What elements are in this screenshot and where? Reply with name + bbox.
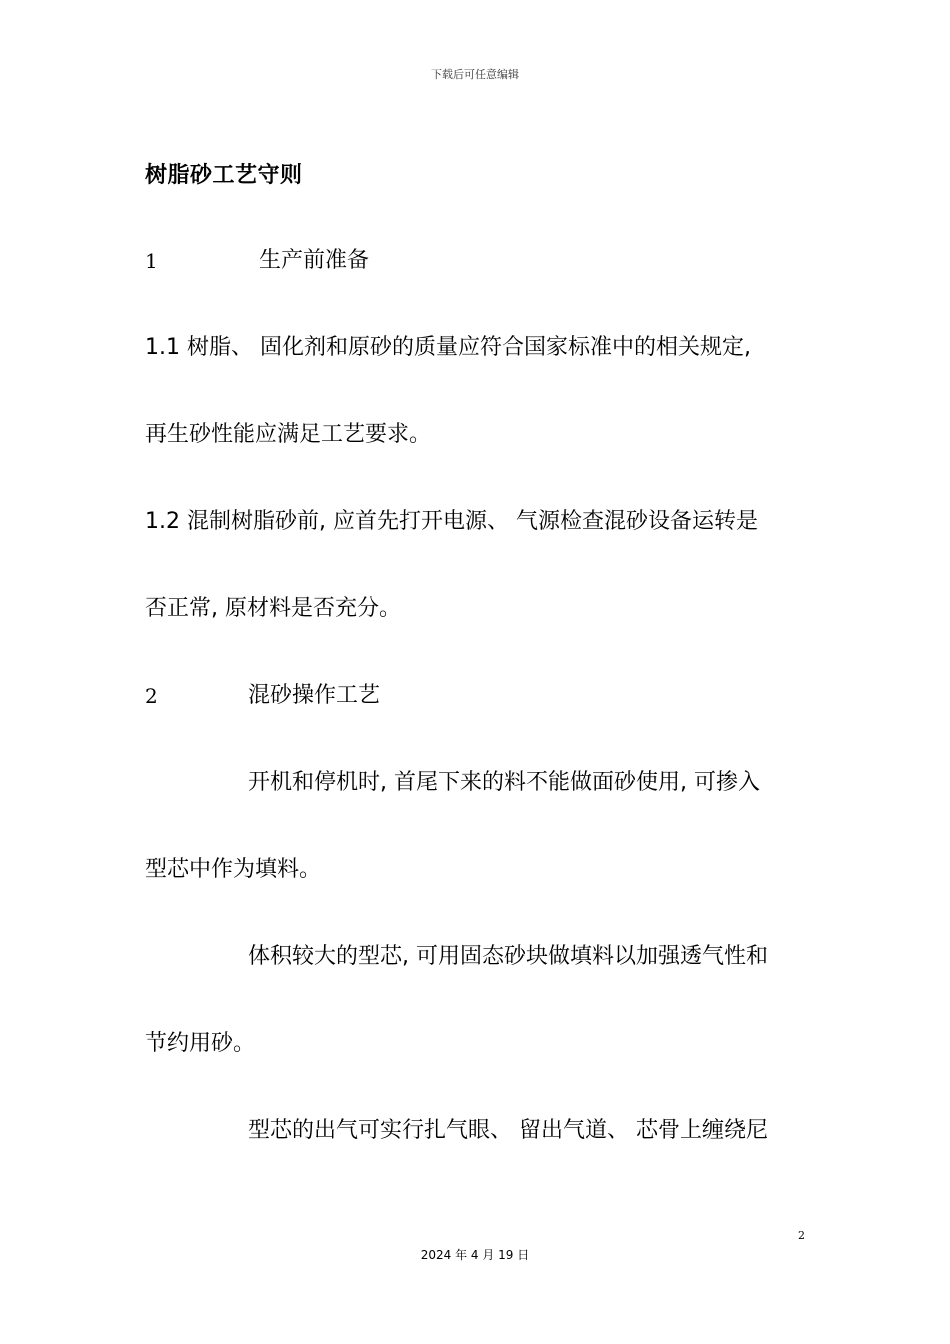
paragraph-line: 节约用砂。 bbox=[145, 1031, 256, 1056]
section-number: 1 bbox=[145, 249, 158, 273]
document-title: 树脂砂工艺守则 bbox=[145, 163, 303, 188]
paragraph-line: 体积较大的型芯, 可用固态砂块做填料以加强透气性和 bbox=[248, 944, 768, 969]
page-header: 下载后可任意编辑 bbox=[431, 68, 519, 81]
page-number: 2 bbox=[798, 1229, 805, 1242]
section-heading-text: 生产前准备 bbox=[259, 248, 370, 273]
section-heading-1 bbox=[145, 246, 370, 277]
section-heading-2 bbox=[145, 681, 381, 712]
section-number: 2 bbox=[145, 684, 158, 708]
paragraph-line: 否正常, 原材料是否充分。 bbox=[145, 596, 401, 621]
paragraph-line: 再生砂性能应满足工艺要求。 bbox=[145, 422, 432, 447]
paragraph-line: 型芯的出气可实行扎气眼、 留出气道、 芯骨上缠绕尼 bbox=[248, 1118, 768, 1143]
paragraph-line: 型芯中作为填料。 bbox=[145, 857, 322, 882]
paragraph-line: 开机和停机时, 首尾下来的料不能做面砂使用, 可掺入 bbox=[248, 770, 760, 795]
section-heading-text: 混砂操作工艺 bbox=[248, 683, 381, 708]
paragraph-line: 1.1 树脂、 固化剂和原砂的质量应符合国家标准中的相关规定, bbox=[145, 335, 751, 360]
footer-date: 2024 年 4 月 19 日 bbox=[420, 1248, 530, 1262]
paragraph-line: 1.2 混制树脂砂前, 应首先打开电源、 气源检查混砂设备运转是 bbox=[145, 509, 758, 534]
